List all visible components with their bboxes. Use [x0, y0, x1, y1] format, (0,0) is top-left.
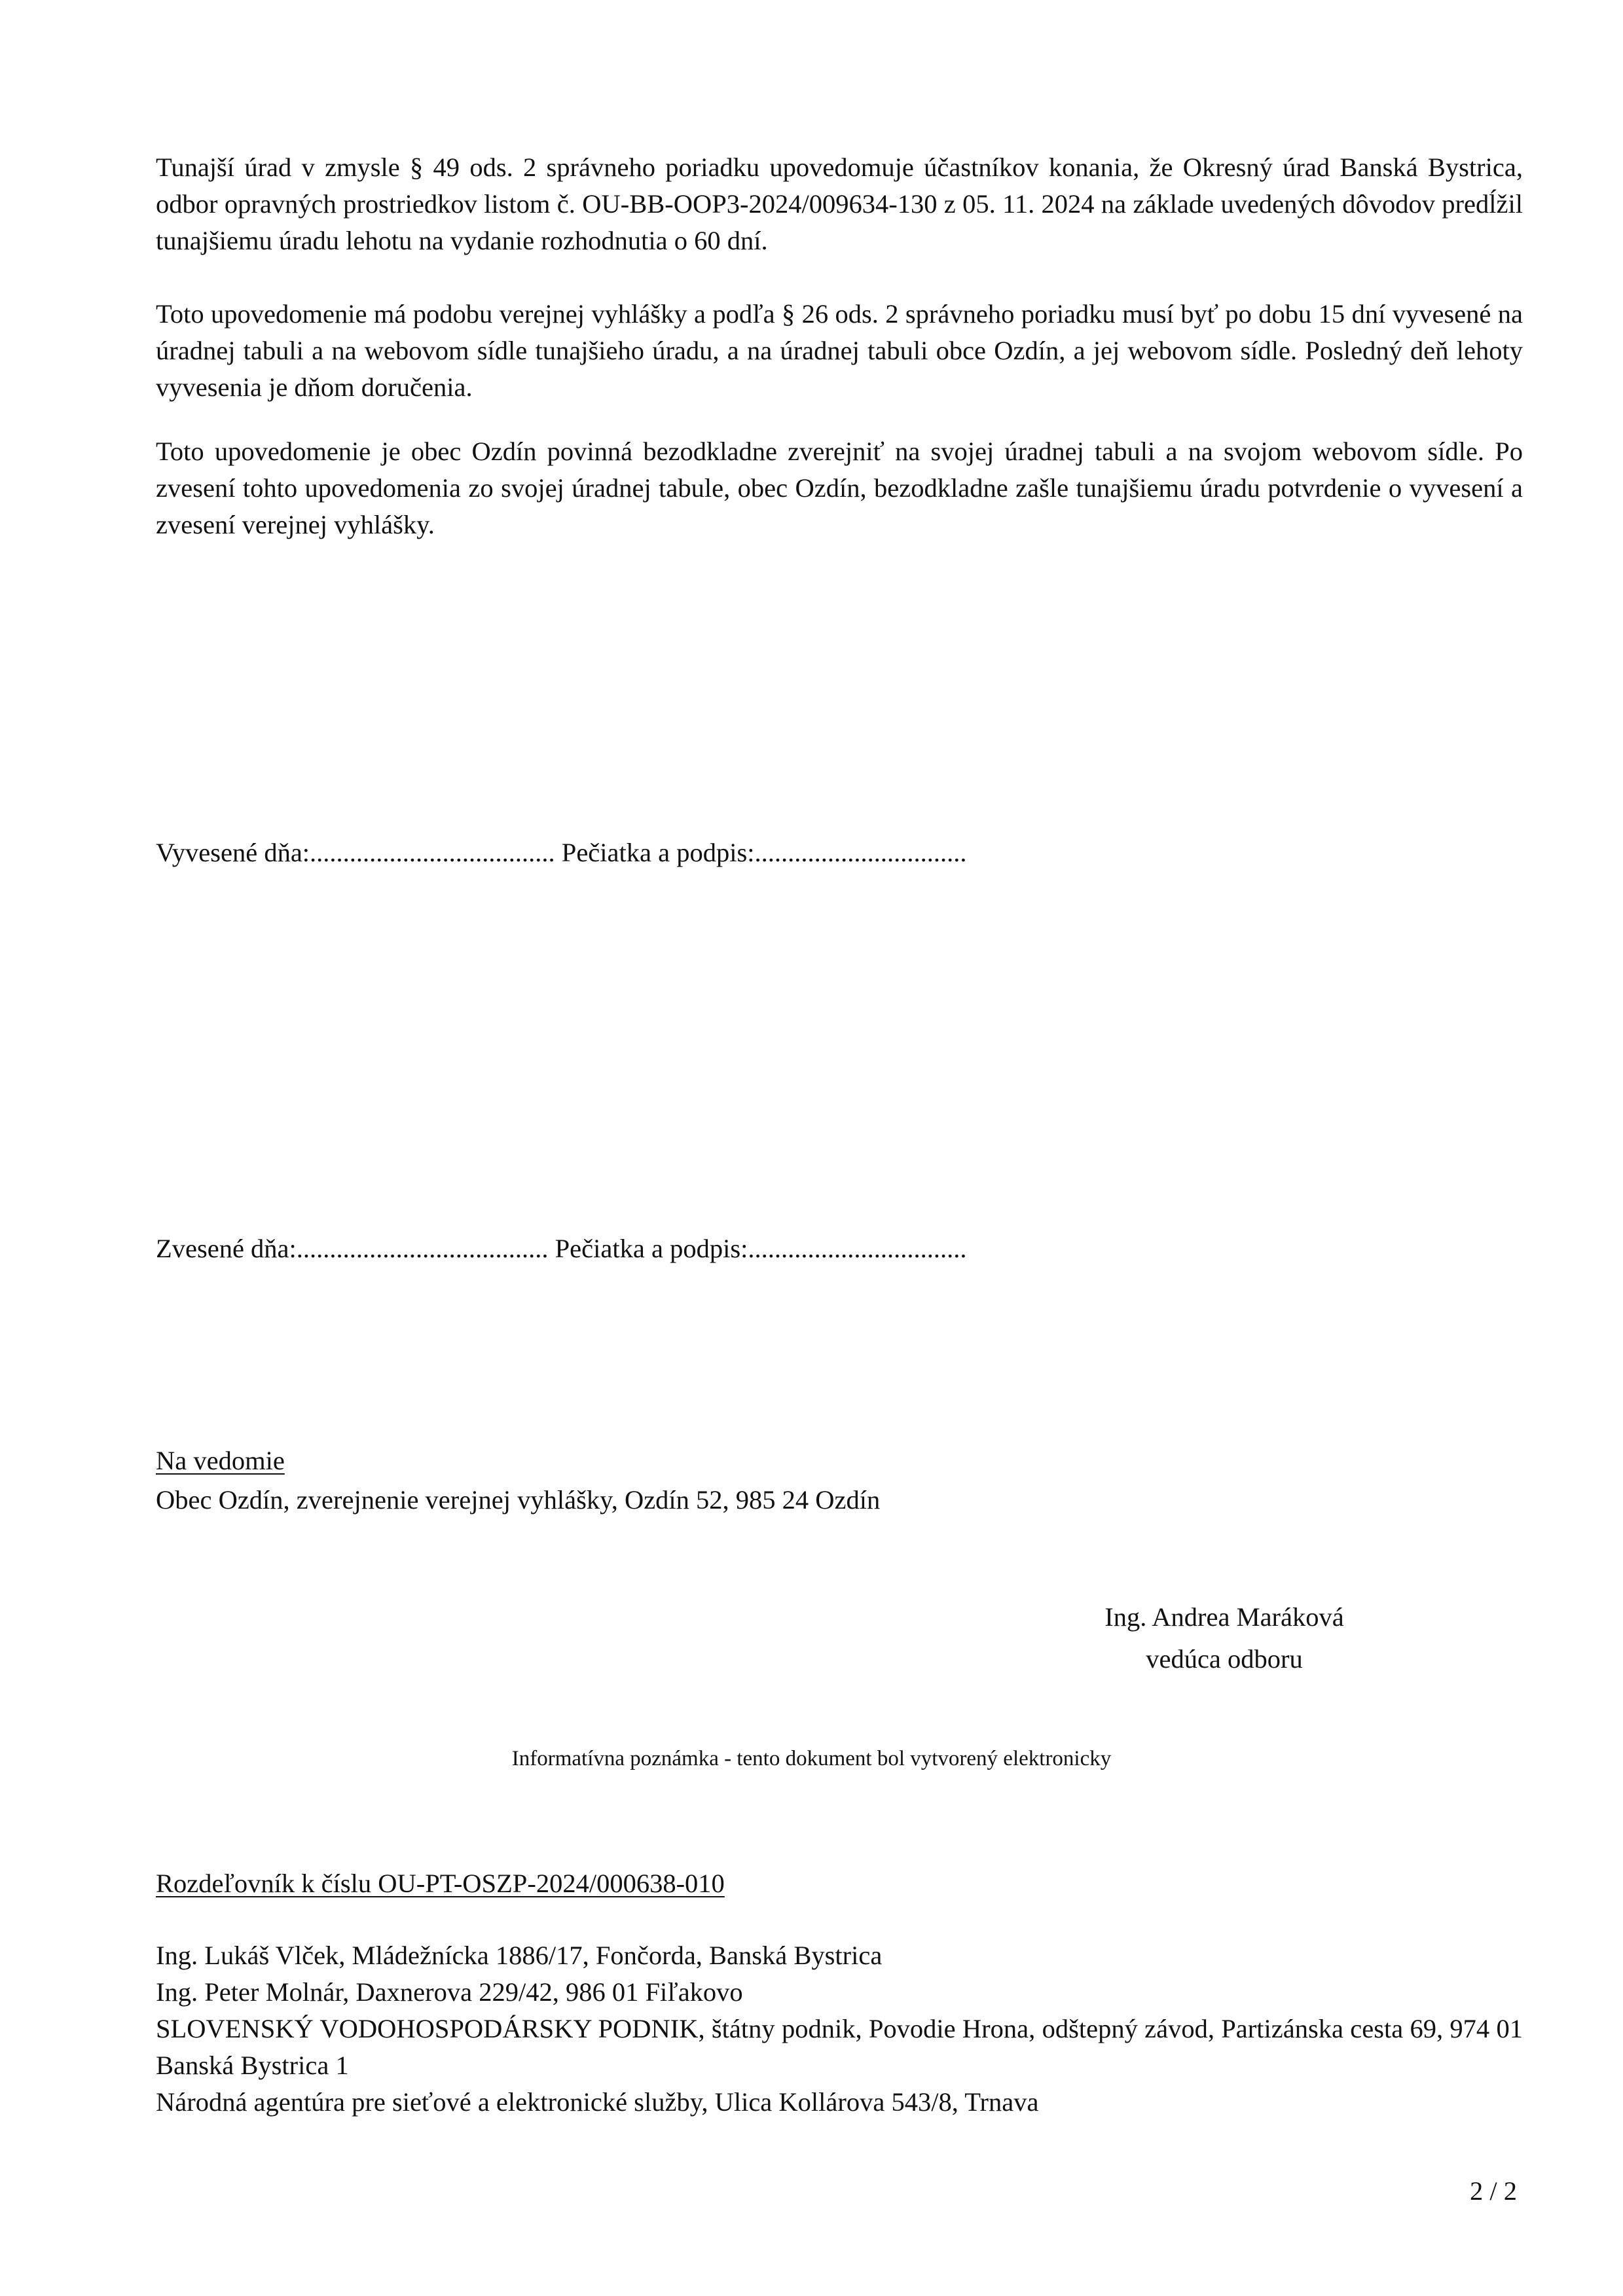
page-number: 2 / 2 — [1469, 2176, 1517, 2206]
notice-recipient: Obec Ozdín, zverejnenie verejnej vyhlášky, Ozdín 52, 985 24 Ozdín — [156, 1485, 881, 1515]
signature-name: Ing. Andrea Maráková — [1104, 1602, 1344, 1632]
electronic-document-note: Informatívna poznámka - tento dokument bol vytvorený elektronicky — [511, 1747, 1112, 1770]
distribution-item: Národná agentúra pre sieťové a elektronické služby, Ulica Kollárova 543/8, Trnava — [156, 2087, 1039, 2117]
notice-heading: Na vedomie — [156, 1446, 285, 1475]
distribution-item: Ing. Lukáš Vlček, Mládežnícka 1886/17, Fončorda, Banská Bystrica — [156, 1941, 883, 1970]
distribution-heading: Rozdeľovník k číslu OU-PT-OSZP-2024/000638-010 — [156, 1869, 725, 1898]
paragraph-publication-duty: Toto upovedomenie je obec Ozdín povinná bezodkladne zverejniť na svojej úradnej tabuli a na svojom webovom sídle. Po zvesení tohto upovedomenia zo svojej úradnej tabule, obec Ozdín, bezodkladne zašle tunajšiemu úradu potvrdenie o vyvesení a zvesení verejnej vyhlášky. — [156, 437, 1523, 539]
distribution-item: SLOVENSKÝ VODOHOSPODÁRSKY PODNIK, štátny podnik, Povodie Hrona, odštepný závod, Partizánska cesta 69, 974 01 Banská Bystrica 1 — [156, 2014, 1523, 2080]
paragraph-deadline-extension: Tunajší úrad v zmysle § 49 ods. 2 správneho poriadku upovedomuje účastníkov konania, že Okresný úrad Banská Bystrica, odbor opravných prostriedkov listom č. OU-BB-OOP3-2024/009634-130 z 05. 11. 2024 na základe uvedených dôvodov predĺžil tunajšiemu úradu lehotu na vydanie rozhodnutia o 60 dní. — [156, 152, 1523, 255]
distribution-item: Ing. Peter Molnár, Daxnerova 229/42, 986 01 Fiľakovo — [156, 1977, 743, 2007]
removed-date-signature-line: Zvesené dňa:...................................... Pečiatka a podpis:................................. — [156, 1234, 967, 1263]
signature-role: vedúca odboru — [1146, 1644, 1303, 1674]
paragraph-public-notice: Toto upovedomenie má podobu verejnej vyhlášky a podľa § 26 ods. 2 správneho poriadku musí byť po dobu 15 dní vyvesené na úradnej tabuli a na webovom sídle tunajšieho úradu, a na úradnej tabuli obce Ozdín, a jej webovom sídle. Posledný deň lehoty vyvesenia je dňom doručenia. — [156, 299, 1523, 402]
posted-date-signature-line: Vyvesené dňa:..................................... Pečiatka a podpis:................................ — [156, 838, 967, 867]
distribution-list — [156, 1937, 1523, 2121]
